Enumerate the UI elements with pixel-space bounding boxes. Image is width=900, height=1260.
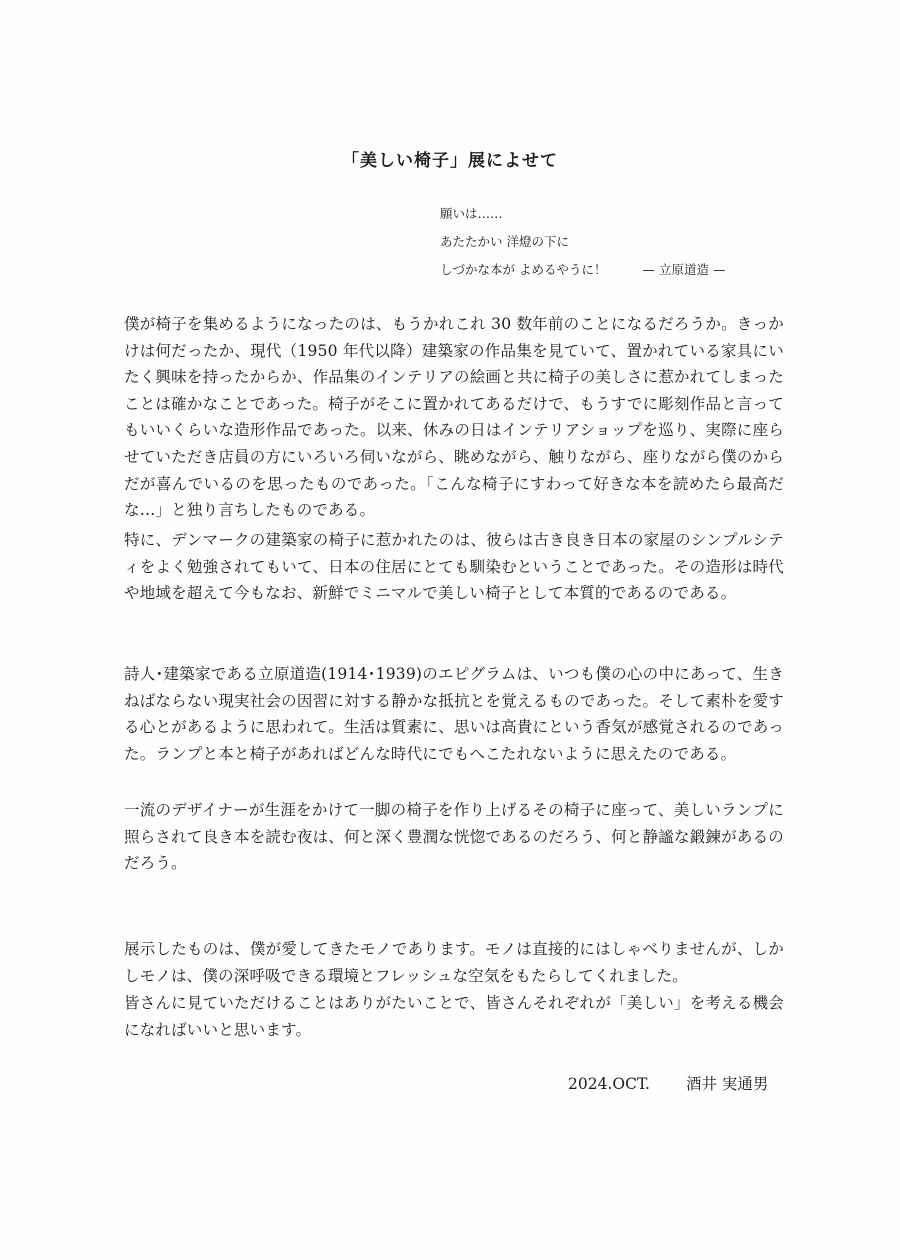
epigram-line-3-text: しづかな本が よめるやうに！ bbox=[440, 262, 607, 277]
signature-date: 2024.OCT. bbox=[568, 1075, 650, 1093]
epigram-author: — 立原道造 — bbox=[642, 262, 726, 277]
document-title: 「美しい椅子」展によせて bbox=[342, 151, 558, 171]
signature bbox=[568, 1072, 768, 1094]
epigram-line-2: あたたかい 洋燈の下に bbox=[440, 234, 569, 249]
epigram-line-1: 願いは…… bbox=[440, 206, 503, 221]
epigram-line-3 bbox=[440, 256, 800, 284]
paragraph-4: 一流のデザイナーが生涯をかけて一脚の椅子を作り上げるその椅子に座って、美しいランプに照らされて良き本を読む夜は、何と深く豊潤な恍惚であるのだろう、何と静謐な鍛錬があるのだろう。 bbox=[124, 801, 784, 873]
paragraph-2: 特に、デンマークの建築家の椅子に惹かれたのは、彼らは古き良き日本の家屋のシンプルシティをよく勉強されてもいて、日本の住居にとても馴染むということであった。その造形は時代や地域を超えて今もなお、新鮮でミニマルで美しい椅子として本質的であるのである。 bbox=[124, 531, 784, 603]
paragraph-3: 詩人･建築家である立原道造(1914･1939)のエピグラムは、いつも僕の心の中にあって、生きねばならない現実社会の因習に対する静かな抵抗とを覚えるものであった。そして素朴を愛する心とがあるように思われて。生活は質素に、思いは高貴にという香気が感覚されるのであった。ランプと本と椅子があればどんな時代にでもへこたれないように思えたのである。 bbox=[124, 665, 784, 763]
signature-name: 酒井 実通男 bbox=[685, 1075, 769, 1093]
epigram bbox=[440, 200, 800, 284]
paragraph-6: 皆さんに見ていただけることはありがたいことで、皆さんそれぞれが「美しい」を考える機会になればいいと思います。 bbox=[124, 994, 784, 1039]
paragraph-5: 展示したものは、僕が愛してきたモノであります。モノは直接的にはしゃべりませんが、しかしモノは、僕の深呼吸できる環境とフレッシュな空気をもたらしてくれました。 bbox=[124, 940, 784, 985]
paragraph-1: 僕が椅子を集めるようになったのは、もうかれこれ 30 数年前のことになるだろうか。きっかけは何だったか、現代（1950 年代以降）建築家の作品集を見ていて、置かれている家具にいたく興味を持ったからか、作品集のインテリアの絵画と共に椅子の美しさに惹かれてしまったことは確かなことであった。椅子がそこに置かれてあるだけで、もうすでに彫刻作品と言ってもいいくらいな造形作品であった。以来、休みの日はインテリアショップを巡り、実際に座らせていただき店員の方にいろいろ伺いながら、眺めながら、触りながら、座りながら僕のからだが喜んでいるのを思ったものであった。「こんな椅子にすわって好きな本を読めたら最高だな…」と独り言ちしたものである。 bbox=[124, 315, 784, 520]
